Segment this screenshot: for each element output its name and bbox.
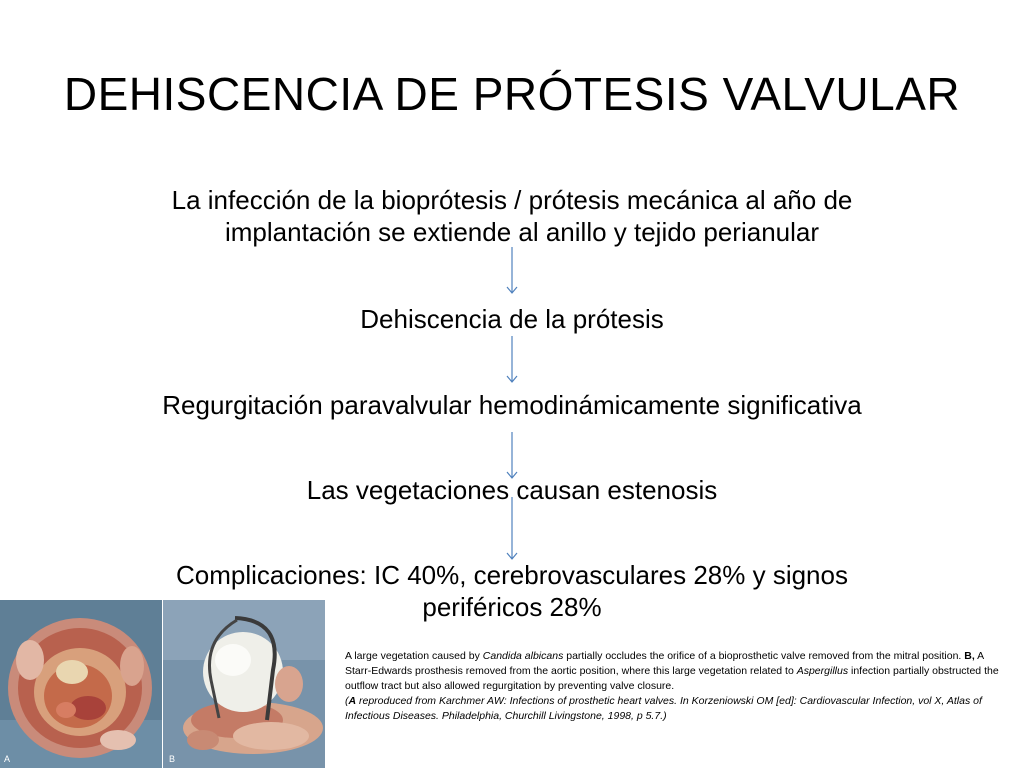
step-regurgitation: Regurgitación paravalvular hemodinámicamente significativa	[162, 390, 862, 420]
slide-title: DEHISCENCIA DE PRÓTESIS VALVULAR	[63, 68, 961, 120]
caption-text: partially occludes the orifice of a bioprosthetic valve removed from the mitral position.	[563, 650, 965, 662]
caption-description	[345, 649, 1010, 694]
caption-text: A Starr-Edwards prosthesis removed from the aortic position, where this large vegetation related to	[345, 650, 984, 677]
figure-caption	[345, 649, 1010, 724]
step-infection	[0, 184, 1024, 248]
caption-panel-label: B,	[964, 650, 975, 662]
caption-ref-panel-label: A	[348, 695, 357, 707]
step-complications-line-1: Complicaciones: IC 40%, cerebrovasculares 28% y signos	[176, 560, 848, 590]
down-arrow-icon	[504, 336, 520, 384]
photo-bioprosthetic-valve	[0, 600, 162, 768]
step-infection-line-2: implantación se extiende al anillo y tejido perianular	[224, 217, 820, 247]
caption-text: infection partially obstructed the outflow tract but also allowed regurgitation by preventing valve closure.	[345, 665, 999, 692]
caption-reference	[345, 694, 1010, 724]
step-complications-line-2: periféricos 28%	[422, 592, 602, 622]
caption-text: A large vegetation caused by	[345, 650, 483, 662]
caption-ref-text: reproduced from Karchmer AW: Infections of prosthetic heart valves. In Korzeniowski OM [ed]: Cardiovascular Infection, vol X, Atlas of Infectious Diseases. Philadelphia, Churchill Livingstone, 1998, p 5.7.)	[345, 695, 982, 722]
photo-b-label: B	[169, 754, 176, 764]
step-infection-line-1: La infección de la bioprótesis / prótesis mecánica al año de	[171, 185, 853, 215]
down-arrow-icon	[504, 247, 520, 295]
caption-organism: Candida albicans	[482, 650, 564, 662]
down-arrow-icon	[504, 432, 520, 480]
down-arrow-icon	[504, 497, 520, 561]
caption-ref-open: (	[345, 695, 349, 707]
caption-organism: Aspergillus	[796, 665, 849, 677]
photo-starr-edwards-valve	[163, 600, 325, 768]
step-stenosis: Las vegetaciones causan estenosis	[306, 475, 718, 505]
photo-a-label: A	[4, 754, 11, 764]
step-dehiscence: Dehiscencia de la prótesis	[360, 304, 664, 334]
